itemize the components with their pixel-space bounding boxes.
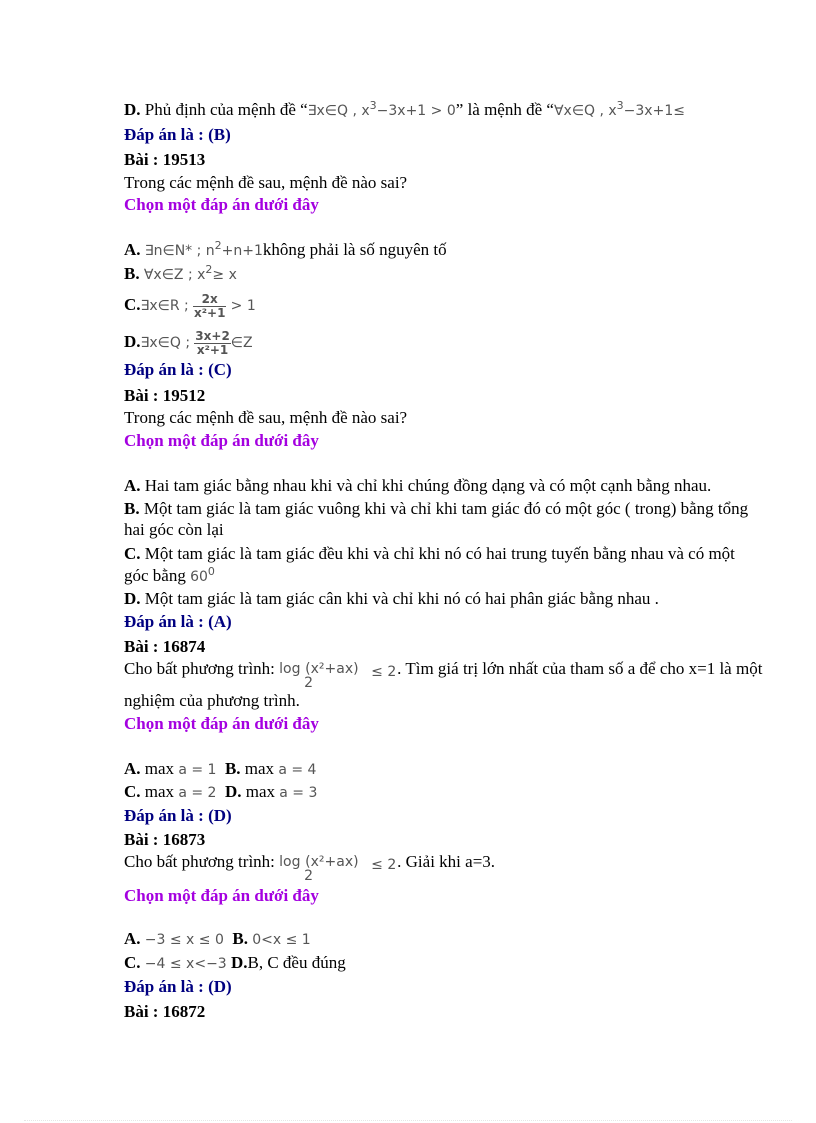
log-relation: ≤ 2 [371, 664, 397, 680]
math-expression: a = 4 [278, 762, 317, 778]
option-text: B, C đều đúng [247, 953, 346, 972]
option-d[interactable] [124, 589, 659, 609]
choose-answer-heading: Chọn một đáp án dưới đây [124, 195, 319, 214]
options-row-2 [124, 782, 317, 803]
option-text: không phải là số nguyên tố [262, 240, 447, 259]
option-text: max [244, 759, 275, 778]
math-exponent: 3 [369, 99, 377, 112]
quote-open: “ [546, 100, 554, 119]
math-expression: −3 ≤ x ≤ 0 [144, 932, 224, 948]
option-a[interactable] [124, 240, 447, 262]
options-row-1 [124, 759, 316, 780]
quote-open: “ [300, 100, 308, 119]
log-relation: ≤ 2 [371, 857, 397, 873]
option-text: max [144, 782, 175, 801]
option-text: là mệnh đề [467, 100, 543, 119]
math-part: ∃x∈R ; [140, 298, 189, 314]
option-letter: D. [124, 589, 141, 608]
option-letter: D. [124, 332, 141, 351]
option-text: góc bằng [124, 566, 186, 585]
math-expression [144, 239, 263, 259]
option-text: Hai tam giác bằng nhau khi và chỉ khi chúng đồng dạng và có một cạnh bằng nhau. [144, 476, 712, 495]
fraction-numerator: 2x [193, 293, 226, 307]
option-letter: A. [124, 476, 141, 495]
option-b[interactable] [225, 759, 317, 778]
option-text: max [144, 759, 175, 778]
math-exponent: 2 [214, 239, 222, 252]
math-part: ∃n∈N* ; n [144, 243, 215, 259]
math-part: ∀x∈Q , x [553, 103, 617, 119]
question-prompt [124, 654, 763, 691]
log-base: 2 [304, 675, 314, 691]
math-expression [307, 99, 456, 119]
question-prompt: Trong các mệnh đề sau, mệnh đề nào sai? [124, 173, 408, 192]
math-expression [143, 263, 237, 283]
log-label: log [279, 661, 301, 677]
option-c[interactable] [124, 290, 256, 321]
prompt-text: Cho bất phương trình: [124, 852, 275, 871]
math-part: > 1 [230, 298, 256, 314]
answer-line: Đáp án là : (D) [124, 977, 232, 996]
option-a[interactable] [124, 929, 224, 948]
fraction-denominator: x²+1 [194, 305, 226, 320]
option-letter: C. [124, 782, 141, 801]
fraction [194, 330, 231, 357]
math-expression [553, 99, 685, 119]
math-part: ≥ x [212, 267, 237, 283]
question-title: Bài : 16874 [124, 637, 206, 656]
option-d[interactable] [124, 327, 253, 358]
question-title: Bài : 19512 [124, 386, 206, 405]
option-text: Một tam giác là tam giác đều khi và chỉ khi nó có hai trung tuyến bằng nhau và có một [144, 544, 735, 563]
choose-answer-heading: Chọn một đáp án dưới đây [124, 431, 319, 450]
math-part: ∀x∈Z ; x [143, 267, 206, 283]
question-prompt-continued: nghiệm của phương trình. [124, 691, 300, 710]
math-expression: 0<x ≤ 1 [252, 932, 311, 948]
option-letter: B. [124, 499, 140, 518]
fraction-denominator: x²+1 [196, 342, 229, 357]
option-c[interactable] [124, 953, 227, 972]
math-expression: a = 3 [279, 785, 318, 801]
option-text: Một tam giác là tam giác vuông khi và chỉ khi tam giác đó có một góc ( trong) bằng tổng [143, 499, 749, 518]
options-row-1 [124, 929, 311, 950]
option-letter: D. [124, 100, 141, 119]
options-row-2 [124, 953, 346, 974]
question-title: Bài : 16873 [124, 830, 206, 849]
question-prompt [124, 847, 496, 884]
answer-line: Đáp án là : (C) [124, 360, 232, 379]
option-b[interactable] [124, 264, 237, 286]
log-inequality [279, 847, 397, 884]
option-b[interactable] [124, 499, 748, 519]
option-letter: A. [124, 929, 141, 948]
math-part: −3x+1 > 0 [376, 103, 456, 119]
option-a[interactable] [124, 759, 216, 778]
option-c[interactable] [124, 782, 216, 801]
option-letter: D. [230, 953, 248, 972]
option-letter: C. [124, 295, 141, 314]
prompt-text: Cho bất phương trình: [124, 659, 275, 678]
log-inequality [279, 654, 397, 691]
option-letter: A. [124, 759, 141, 778]
question-prompt: Trong các mệnh đề sau, mệnh đề nào sai? [124, 408, 408, 427]
option-d[interactable] [231, 953, 346, 972]
option-text: max [245, 782, 275, 801]
math-part: +n+1 [221, 243, 263, 259]
math-part: ∈Z [230, 335, 253, 351]
page-divider [24, 1120, 792, 1121]
option-text: Phủ định của mệnh đề [144, 100, 296, 119]
answer-line: Đáp án là : (B) [124, 125, 231, 144]
option-letter: B. [232, 929, 248, 948]
option-a[interactable] [124, 476, 711, 496]
option-letter: C. [124, 544, 141, 563]
option-letter: A. [124, 240, 141, 259]
option-c[interactable] [124, 544, 735, 564]
math-exponent: 0 [207, 565, 215, 578]
prompt-text: . Tìm giá trị lớn nhất của tham số a để cho x=1 là một [397, 659, 763, 678]
choose-answer-heading: Chọn một đáp án dưới đây [124, 714, 319, 733]
fraction-numerator: 3x+2 [195, 328, 230, 343]
option-d[interactable] [225, 782, 317, 801]
question-title: Bài : 19513 [124, 150, 206, 169]
math-expression [190, 565, 215, 585]
prompt-text: . Giải khi a=3. [397, 852, 496, 871]
answer-line: Đáp án là : (A) [124, 612, 232, 631]
quote-close: ” [455, 100, 464, 119]
log-label: log [279, 854, 301, 870]
choose-answer-heading: Chọn một đáp án dưới đây [124, 886, 319, 905]
option-c-continued [124, 566, 215, 588]
math-part: ∃x∈Q , x [307, 103, 370, 119]
math-exponent: 2 [205, 263, 213, 276]
math-part: ∃x∈Q ; [140, 335, 191, 351]
fraction [193, 293, 226, 320]
prev-question-option-d [124, 100, 685, 122]
math-exponent: 3 [616, 99, 624, 112]
option-text: Một tam giác là tam giác cân khi và chỉ khi nó có hai phân giác bằng nhau . [144, 589, 659, 608]
question-title: Bài : 16872 [124, 1002, 206, 1021]
math-expression: −4 ≤ x<−3 [144, 956, 227, 972]
answer-line: Đáp án là : (D) [124, 806, 232, 825]
option-b-continued: hai góc còn lại [124, 520, 224, 539]
log-argument: (x²+ax) [305, 661, 359, 677]
log-base: 2 [304, 868, 314, 884]
log-argument: (x²+ax) [305, 854, 359, 870]
option-letter: B. [124, 264, 140, 283]
math-part: −3x+1≤ [623, 103, 685, 119]
option-letter: C. [124, 953, 141, 972]
math-expression: a = 1 [178, 762, 217, 778]
math-expression: a = 2 [178, 785, 217, 801]
math-part: 60 [190, 569, 208, 585]
option-b[interactable] [232, 929, 310, 948]
option-letter: B. [224, 759, 241, 778]
option-letter: D. [224, 782, 242, 801]
